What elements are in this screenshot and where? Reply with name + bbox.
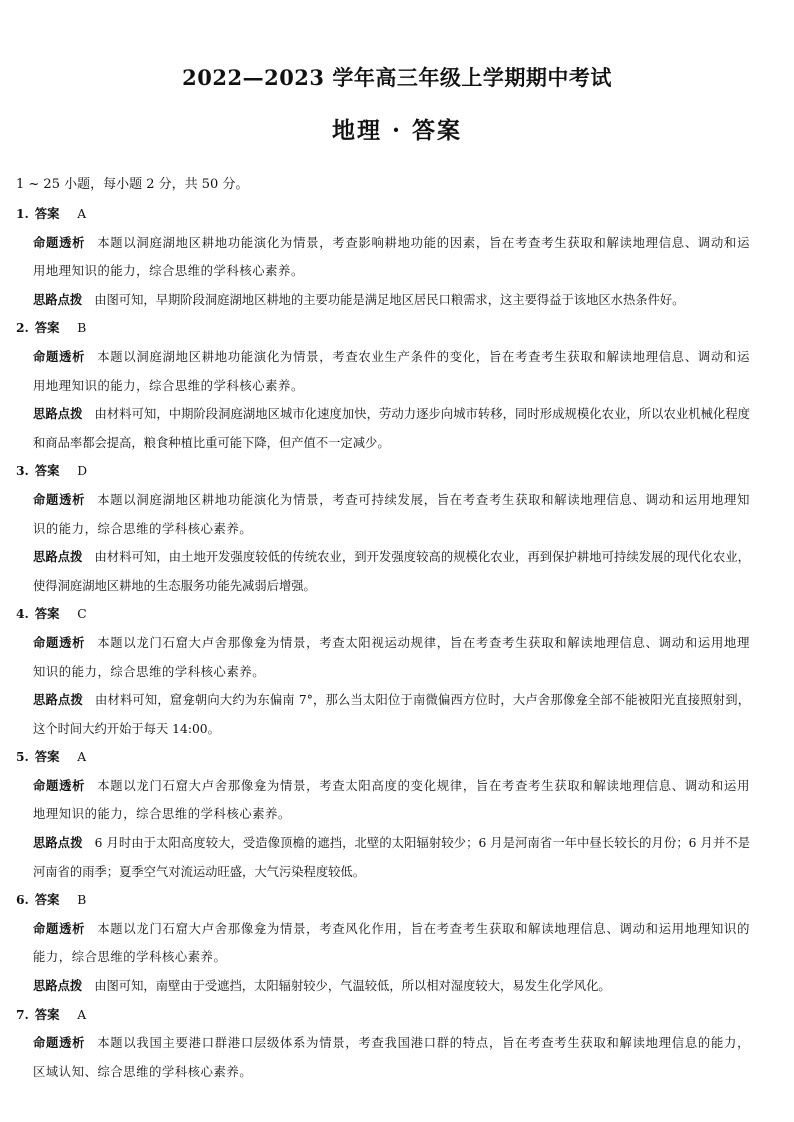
answer-label: 答案 — [34, 606, 60, 622]
design-text: 本题以龙门石窟大卢舍那像龛为情景，考查太阳视运动规律，旨在考查考生获取和解读地理信息、调动和运用地理知识的能力，综合思维的学科核心素养。 — [33, 635, 750, 679]
design-label: 命题透析 — [33, 777, 86, 793]
hint-paragraph — [16, 400, 750, 457]
question-header — [16, 457, 750, 486]
design-label: 命题透析 — [33, 634, 86, 650]
question-block — [16, 600, 750, 743]
design-paragraph — [16, 1029, 750, 1086]
hint-label: 思路点拨 — [33, 692, 83, 708]
answers-list — [16, 200, 750, 1086]
answer-label: 答案 — [34, 320, 60, 336]
question-number: 2. — [16, 320, 29, 336]
hint-paragraph — [16, 286, 750, 315]
hint-label: 思路点拨 — [33, 835, 83, 851]
hint-label: 思路点拨 — [33, 291, 83, 307]
question-block — [16, 886, 750, 1000]
hint-label: 思路点拨 — [33, 978, 83, 994]
question-number: 1. — [16, 206, 29, 221]
page-subtitle: 地理 · 答案 — [331, 117, 463, 144]
hint-text: 由图可知，早期阶段洞庭湖地区耕地的主要功能是满足地区居民口粮需求，这主要得益于该地区水热条件好。 — [94, 292, 685, 307]
question-number: 5. — [16, 749, 29, 765]
question-header — [16, 314, 750, 343]
hint-text: 由材料可知，中期阶段洞庭湖地区城市化速度加快，劳动力逐步向城市转移，同时形成规模化农业，所以农业机械化程度和商品率都会提高，粮食种植比重可能下降，但产值不一定减少。 — [33, 407, 750, 450]
hint-text: 由材料可知，窟龛朝向大约为东偏南 7°，那么当太阳位于南微偏西方位时，大卢舍那像龛全部不能被阳光直接照射到，这个时间大约开始于每天 14:00。 — [33, 693, 750, 736]
design-label: 命题透析 — [33, 234, 86, 250]
answer-value: D — [77, 464, 88, 479]
answer-value: B — [77, 321, 87, 336]
answer-value: A — [77, 750, 87, 765]
question-header — [16, 886, 750, 915]
design-text: 本题以洞庭湖地区耕地功能演化为情景，考查农业生产条件的变化，旨在考查考生获取和解读地理信息、调动和运用地理知识的能力，综合思维的学科核心素养。 — [33, 349, 750, 393]
design-label: 命题透析 — [33, 491, 86, 507]
question-header — [16, 1001, 750, 1030]
design-paragraph — [16, 915, 750, 972]
question-block — [16, 314, 750, 457]
answer-value: A — [77, 207, 87, 221]
design-text: 本题以龙门石窟大卢舍那像龛为情景，考查太阳高度的变化规律，旨在考查考生获取和解读地理信息、调动和运用地理知识的能力，综合思维的学科核心素养。 — [33, 778, 750, 822]
scoring-intro: 1 ~ 25 小题，每小题 2 分，共 50 分。 — [16, 177, 249, 192]
answer-label: 答案 — [34, 1006, 60, 1022]
hint-label: 思路点拨 — [33, 549, 83, 565]
answer-label: 答案 — [34, 206, 60, 221]
answer-label: 答案 — [34, 463, 60, 479]
question-number: 7. — [16, 1006, 29, 1022]
hint-label: 思路点拨 — [33, 406, 83, 422]
question-header — [16, 743, 750, 772]
design-paragraph — [16, 229, 750, 286]
design-label: 命题透析 — [33, 1035, 86, 1051]
design-paragraph — [16, 629, 750, 686]
design-label: 命题透析 — [33, 348, 86, 364]
hint-paragraph — [16, 829, 750, 886]
answer-label: 答案 — [34, 749, 60, 765]
answer-label: 答案 — [34, 892, 60, 908]
question-block — [16, 743, 750, 886]
design-text: 本题以洞庭湖地区耕地功能演化为情景，考查影响耕地功能的因素，旨在考查考生获取和解读地理信息、调动和运用地理知识的能力，综合思维的学科核心素养。 — [33, 235, 750, 279]
question-block — [16, 1001, 750, 1087]
design-paragraph — [16, 343, 750, 400]
hint-text: 由图可知，南壁由于受遮挡，太阳辐射较少，气温较低，所以相对湿度较大，易发生化学风化。 — [94, 979, 611, 994]
question-number: 4. — [16, 606, 29, 622]
design-text: 本题以我国主要港口群港口层级体系为情景，考查我国港口群的特点，旨在考查考生获取和解读地理信息的能力，区域认知、综合思维的学科核心素养。 — [33, 1036, 750, 1079]
hint-paragraph — [16, 686, 750, 743]
design-text: 本题以龙门石窟大卢舍那像龛为情景，考查风化作用，旨在考查考生获取和解读地理信息、调动和运用地理知识的能力，综合思维的学科核心素养。 — [33, 921, 750, 965]
hint-text: 由材料可知，由土地开发强度较低的传统农业，到开发强度较高的规模化农业，再到保护耕地可持续发展的现代化农业，使得洞庭湖地区耕地的生态服务功能先减弱后增强。 — [33, 550, 750, 593]
design-text: 本题以洞庭湖地区耕地功能演化为情景，考查可持续发展，旨在考查考生获取和解读地理信息、调动和运用地理知识的能力，综合思维的学科核心素养。 — [33, 492, 750, 536]
design-paragraph — [16, 486, 750, 543]
design-label: 命题透析 — [33, 920, 86, 936]
question-number: 6. — [16, 892, 29, 908]
question-number: 3. — [16, 463, 29, 479]
question-block — [16, 457, 750, 600]
hint-paragraph — [16, 543, 750, 600]
answer-value: A — [77, 1007, 87, 1022]
question-block — [16, 200, 750, 314]
hint-text: 6 月时由于太阳高度较大，受造像顶檐的遮挡，北壁的太阳辐射较少；6 月是河南省一年中昼长较长的月份；6 月并不是河南省的雨季；夏季空气对流运动旺盛，大气污染程度较低。 — [33, 836, 750, 879]
question-header — [16, 600, 750, 629]
question-header — [16, 200, 750, 229]
answer-value: B — [77, 893, 87, 908]
answer-value: C — [77, 607, 87, 622]
page-title: 2022—2023 学年高三年级上学期期中考试 — [182, 65, 612, 90]
hint-paragraph — [16, 972, 750, 1001]
design-paragraph — [16, 772, 750, 829]
